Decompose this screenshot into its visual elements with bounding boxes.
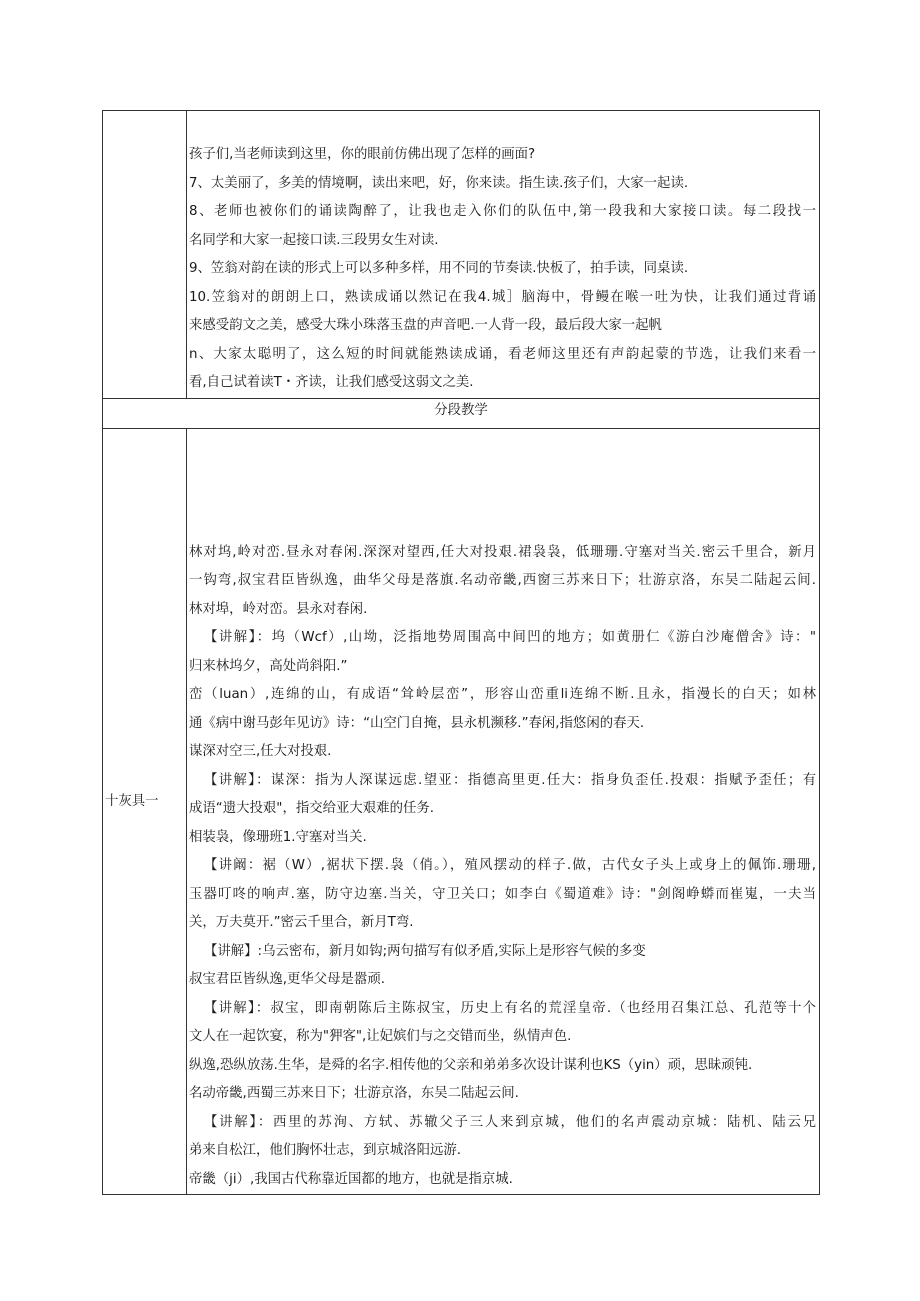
step-line: 10.笠翁对的朗朗上口，熟读成诵以然记在我4.城］脑海中，骨鳗在喉一吐为快，让我们通过背诵: [189, 289, 816, 305]
content-line: 林对坞,岭对峦.昼永对春闲.深深对望西,任大对投艰.裙袅袅，低珊珊.守塞对当关.密云千里合，新月: [189, 544, 816, 560]
content-line: 一钩弯,叔宝君臣皆纵逸，曲华父母是落旗.名动帝畿,西窗三苏来日下；壮游京洛，东吴二陆起云间.: [189, 573, 816, 588]
lesson-table: [102, 110, 820, 1195]
step-line: 孩子们,当老师读到这里，你的眼前仿佛出现了怎样的画面?: [189, 147, 536, 162]
content-line: 文人在一起饮宴，称为"狎客",让妃嫔们与之交错而坐，纵情声色.: [189, 1029, 572, 1044]
content-line: 帝畿（ji）,我国古代称靠近国都的地方，也就是指京城.: [189, 1171, 513, 1187]
content-line: 通《病中谢马彭年见访》诗：“山空门自掩，县永机濒移.”春闲,指悠闲的春天.: [189, 715, 645, 731]
step-line: 来感受韵文之美，感受大珠小珠落玉盘的声音吧.一人背一段，最后段大家一起帆: [189, 318, 662, 333]
step-line: 9、笠翁对韵在读的形式上可以多种多样，用不同的节奏读.快板了，拍手读，同桌读.: [189, 261, 689, 276]
content-line: 弟来自松江，他们胸怀壮志，到京城洛阳远游.: [189, 1143, 462, 1158]
content-line: 【讲阚：裾（W）,裾状下摆.袅（俏。），殖风摆动的样子.做，古代女子头上或身上的佩饰.珊珊,: [204, 858, 816, 873]
left-label-cell: [103, 428, 187, 1195]
step-line: 7、太美丽了，多美的情境啊，读出来吧，好，你来读。指生读.孩子们，大家一起读.: [189, 175, 689, 191]
content-line: 【讲解】：谋深：指为人深谋远虑.望亚：指德高里更.任大：指身负歪任.投艰：指赋予歪任；有: [204, 772, 816, 788]
content-line: 林对埠，岭对峦。县永对春闲.: [189, 601, 368, 617]
content-cell: [187, 428, 820, 1195]
content-line: 成语“遗大投艰"，指交给亚大艰难的任务.: [189, 801, 434, 816]
content-line: 叔宝君臣皆纵逸,更华父母是嚣顽.: [189, 972, 385, 987]
steps-cell: [187, 111, 820, 399]
step-line: n、大家太聪明了，这么短的时间就能熟读成诵，看老师这里还有声韵起蒙的节选，让我们来看一: [189, 346, 816, 362]
content-line: 玉器叮咚的响声.塞，防守边塞.当关，守卫关口；如李白《蜀道难》诗："剑阁峥蟒而崔嵬，一夫当: [189, 886, 816, 902]
content-line: 名动帝畿,西蜀三苏来日下；壮游京洛，东吴二陆起云间.: [189, 1086, 519, 1101]
step-line: 看,自己试着读T・齐读，让我们感受这弱文之美.: [189, 375, 474, 390]
left-label: 十灰具一: [105, 793, 159, 809]
table-row: [103, 428, 820, 1195]
content-line: 谋深对空三,任大对投艰.: [189, 744, 332, 759]
content-line: 相装袅，像珊班1.守塞对当关.: [189, 829, 367, 845]
content-line: 关，万夫莫开.”密云千里合，新月T弯.: [189, 915, 414, 930]
content-line: 【讲解】：叔宝，即南朝陈后主陈叔宝，历史上有名的荒淫皇帝.（也经用召集江总、孔范等十个: [204, 1000, 816, 1016]
content-line: 归来林坞夕，高处尚斜阳.”: [189, 658, 348, 674]
content-line: 峦（luan）,连绵的山，有成语“耸岭层峦”，形容山峦重li连绵不断.且永，指漫长的白天；如林: [189, 687, 816, 702]
content-line: 纵逸,恐纵放荡.生华，是舜的名字.相传他的父亲和弟弟多次设计谋利也KS（yin）顽，思昧顽钝.: [189, 1057, 753, 1073]
content-lines: [189, 539, 816, 1195]
content-line: 【讲解】:乌云密布，新月如钩;两句描写有似矛盾,实际上是形容气候的多变: [204, 943, 646, 959]
step-line: 名同学和大家一起接口读.三段男女生对读.: [189, 232, 439, 248]
section-header: 分段教学: [103, 398, 820, 428]
table-row: [103, 111, 820, 399]
left-empty-cell: [103, 111, 187, 399]
content-line: 【讲解】：西里的苏洵、方轼、苏辙父子三人来到京城，他们的名声震动京城：陆机、陆云兄: [204, 1114, 816, 1130]
table-row: [103, 398, 820, 428]
content-line: 【讲解】：坞（Wcf）,山坳，泛指地势周围高中间凹的地方；如黄册仁《游白沙庵僧舍》诗：": [204, 630, 816, 645]
step-line: 8、老师也被你们的诵读陶醉了，让我也走入你们的队伍中,第一段我和大家接口读。每二段找一: [189, 204, 816, 219]
